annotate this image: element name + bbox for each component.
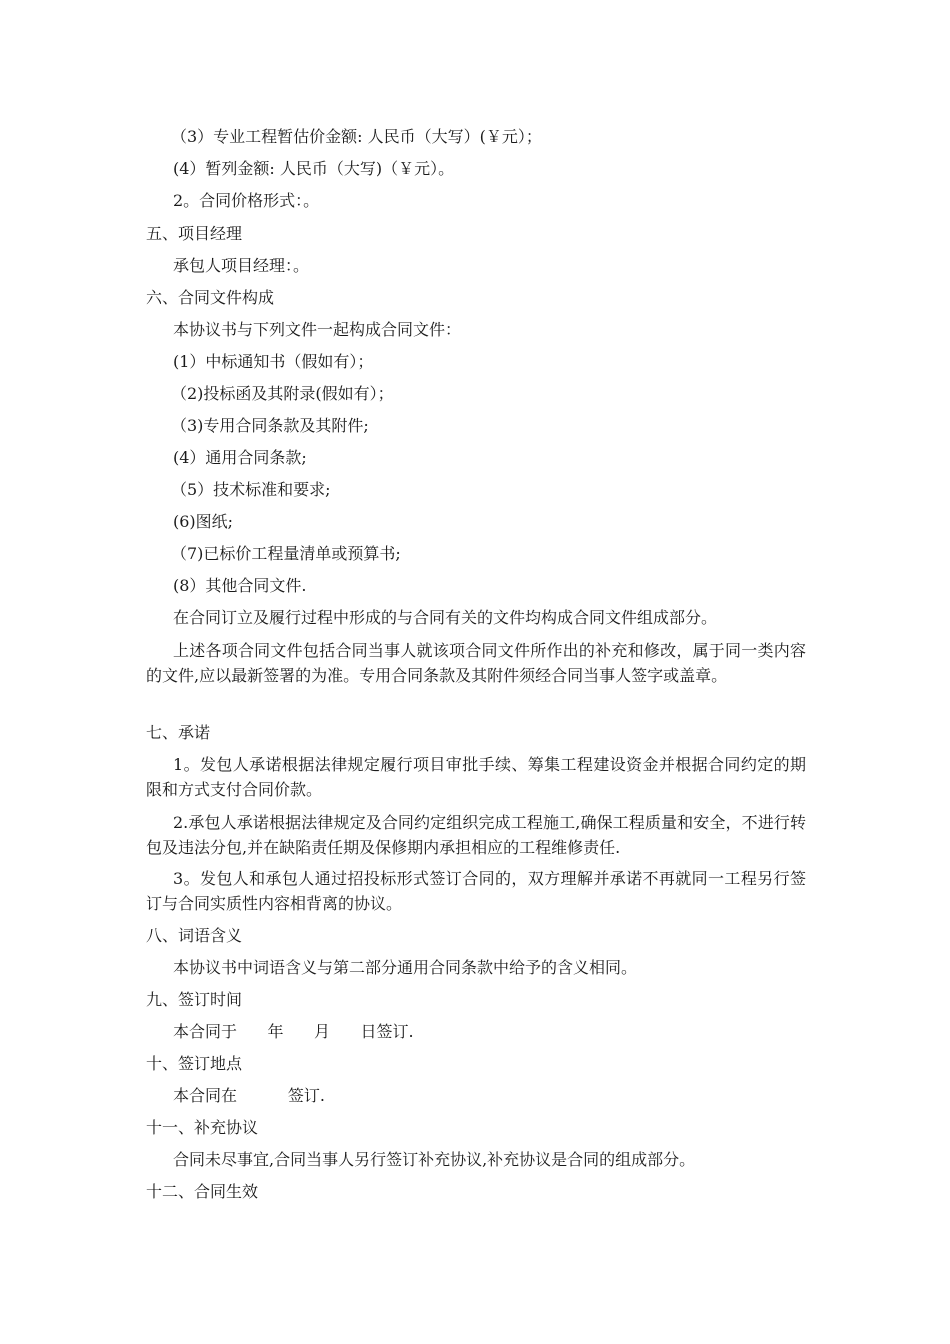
section-heading-supplementary-agreement: 十一、补充协议: [146, 1118, 259, 1137]
section-heading-signing-time: 九、签订时间: [146, 990, 243, 1009]
list-item-special-conditions: （3)专用合同条款及其附件;: [171, 416, 369, 435]
paragraph-commitment-tender: 3。发包人和承包人通过招投标形式签订合同的，双方理解并承诺不再就同一工程另行签订与合同实质性内容相背离的协议。: [146, 869, 806, 913]
section-heading-contract-effect: 十二、合同生效: [146, 1182, 259, 1201]
list-item-award-notice: (1）中标通知书（假如有）；: [173, 352, 374, 371]
text-documents-intro: 本协议书与下列文件一起构成合同文件：: [173, 320, 462, 339]
section-heading-terms-meaning: 八、词语含义: [146, 926, 243, 945]
section-heading-signing-place: 十、签订地点: [146, 1054, 243, 1073]
section-heading-project-manager: 五、项目经理: [146, 224, 243, 243]
section-heading-contract-documents: 六、合同文件构成: [146, 288, 275, 307]
list-item-bid-letter: （2)投标函及其附录(假如有）；: [171, 384, 394, 403]
paragraph-commitment-employer: 1。发包人承诺根据法律规定履行项目审批手续、筹集工程建设资金并根据合同约定的期限和方式支付合同价款。: [146, 755, 806, 799]
list-item-drawings: (6)图纸;: [173, 512, 234, 531]
text-supplementary-agreement: 合同未尽事宜,合同当事人另行签订补充协议,补充协议是合同的组成部分。: [173, 1150, 696, 1169]
paragraph-commitment-contractor: 2.承包人承诺根据法律规定及合同约定组织完成工程施工,确保工程质量和安全，不进行转包及违法分包,并在缺陷责任期及保修期内承担相应的工程维修责任.: [146, 813, 806, 857]
item-contract-price-form: 2。合同价格形式：。: [173, 191, 320, 210]
text-signing-place: 本合同在 签订.: [173, 1086, 325, 1105]
text-documents-formed: 在合同订立及履行过程中形成的与合同有关的文件均构成合同文件组成部分。: [173, 608, 718, 627]
list-item-other-documents: (8）其他合同文件.: [173, 576, 307, 595]
text-terms-meaning: 本协议书中词语含义与第二部分通用合同条款中给予的含义相同。: [173, 958, 638, 977]
item-provisional-amount: (4）暂列金额: 人民币（大写)（￥元）。: [173, 159, 455, 178]
text-signing-time: 本合同于 年 月 日签订.: [173, 1022, 414, 1041]
item-provisional-sum-professional: （3）专业工程暂估价金额: 人民币（大写）(￥元）；: [171, 127, 542, 146]
list-item-technical-standards: （5）技术标准和要求;: [171, 480, 331, 499]
paragraph-documents-precedence: 上述各项合同文件包括合同当事人就该项合同文件所作出的补充和修改，属于同一类内容的文件,应以最新签署的为准。专用合同条款及其附件须经合同当事人签字或盖章。: [146, 641, 806, 685]
text-contractor-project-manager: 承包人项目经理：。: [173, 256, 310, 275]
section-heading-commitments: 七、承诺: [146, 723, 211, 742]
list-item-general-conditions: (4）通用合同条款;: [173, 448, 307, 467]
list-item-priced-bill: （7)已标价工程量清单或预算书;: [171, 544, 401, 563]
